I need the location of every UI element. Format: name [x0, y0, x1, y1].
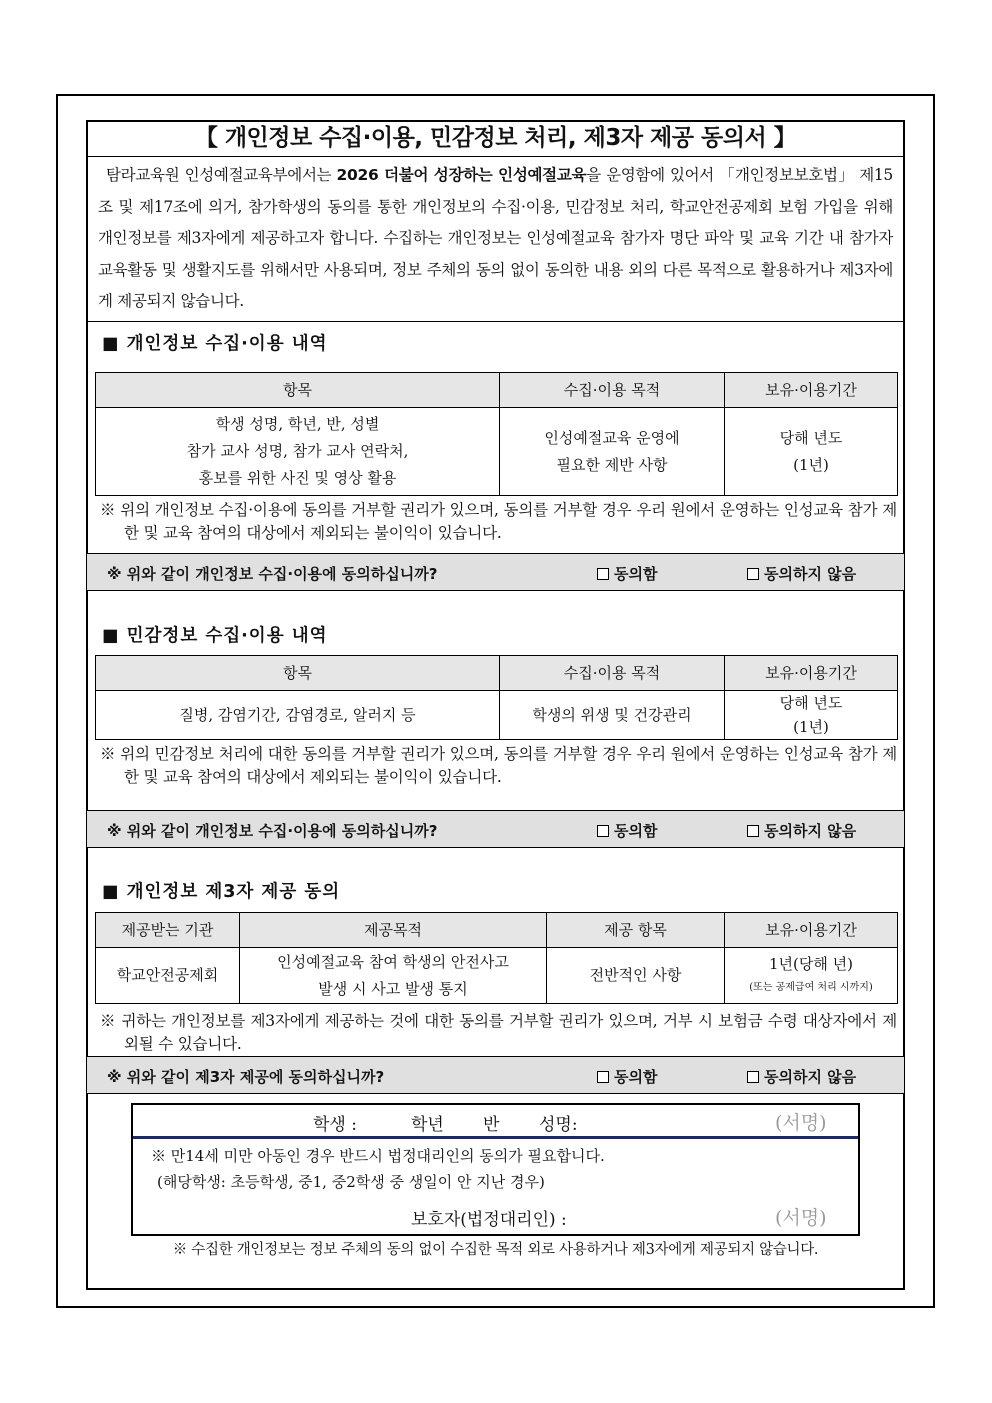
checkbox-icon[interactable]	[747, 1071, 759, 1083]
intro-paragraph	[98, 160, 893, 318]
section3-note: ※ 귀하는 개인정보를 제3자에게 제공하는 것에 대한 동의를 거부할 권리가 있으며, 거부 시 보험금 수령 대상자에서 제외될 수 있습니다.	[100, 1012, 897, 1053]
purpose-line: 인성예절교육 운영에	[544, 428, 680, 447]
divider	[86, 321, 905, 322]
header-item: 항목	[96, 373, 500, 408]
period-note: (또는 공제급여 처리 시까지)	[749, 981, 873, 993]
purpose-line: 인성예절교육 참여 학생의 안전사고	[277, 952, 509, 971]
header-item: 제공 항목	[547, 913, 725, 948]
cell-purpose	[240, 948, 547, 1004]
checkbox-icon[interactable]	[597, 825, 609, 837]
cell-org: 학교안전공제회	[96, 948, 240, 1004]
consent-question: ※ 위와 같이 개인정보 수집·이용에 동의하십니까?	[107, 565, 438, 583]
agree-option[interactable]	[597, 820, 657, 841]
agree-label: 동의함	[614, 822, 658, 840]
intro-text-2: 을 운영함에 있어서 「개인정보보호법」 제15조 및 제17조에 의거, 참가학생의 동의를 통한 개인정보의 수집·이용, 민감정보 처리, 학교안전공제회 보험 가입을 위해 개인정보를 제3자에게 제공하고자 합니다. 수집하는 개인정보는 인성예절교육 참가자 명단 파악 및 교육 기간 내 참가자 교육활동 및 생활지도를 위해서만 사용되며, 정보 주체의 동의 없이 동의한 내용 외의 다른 목적으로 활용하거나 제3자에게 제공되지 않습니다.	[98, 166, 893, 310]
document-title: 【 개인정보 수집·이용, 민감정보 처리, 제3자 제공 동의서 】	[86, 120, 905, 157]
purpose-line: 필요한 제반 사항	[556, 455, 668, 474]
section2-table	[95, 655, 898, 740]
cell-items	[96, 408, 500, 496]
disagree-option[interactable]	[747, 1066, 856, 1087]
student-sign-placeholder[interactable]: (서명)	[775, 1112, 827, 1134]
cell-period	[725, 408, 898, 496]
cell-item: 전반적인 사항	[547, 948, 725, 1004]
disagree-label: 동의하지 않음	[764, 1068, 857, 1086]
intro-program-name: 2026 더불어 성장하는 인성예절교육	[336, 166, 587, 184]
student-signature-row	[133, 1105, 858, 1139]
cell-period	[725, 948, 898, 1004]
consent-question: ※ 위와 같이 제3자 제공에 동의하십니까?	[107, 1068, 385, 1086]
section2-consent-bar	[87, 810, 904, 848]
cell-purpose	[500, 408, 725, 496]
disagree-label: 동의하지 않음	[764, 565, 857, 583]
disagree-option[interactable]	[747, 563, 856, 584]
student-label: 학생 :	[313, 1115, 357, 1135]
checkbox-icon[interactable]	[597, 568, 609, 580]
cell-item: 질병, 감염기간, 감염경로, 알러지 등	[96, 691, 500, 740]
section1-note: ※ 위의 개인정보 수집·이용에 동의를 거부할 권리가 있으며, 동의를 거부할 경우 우리 원에서 운영하는 인성교육 참가 제한 및 교육 참여의 대상에서 제외되는 불이익이 있습니다.	[100, 501, 897, 542]
disagree-label: 동의하지 않음	[764, 822, 857, 840]
footer-note: ※ 수집한 개인정보는 정보 주체의 동의 없이 수집한 목적 외로 사용하거나 제3자에게 제공되지 않습니다.	[172, 1242, 819, 1258]
period-line: 당해 년도	[779, 428, 843, 447]
section3-consent-bar	[87, 1056, 904, 1094]
intro-text-1: 탐라교육원 인성예절교육부에서는	[106, 166, 337, 184]
period-line: 당해 년도	[779, 694, 843, 712]
guardian-label[interactable]: 보호자(법정대리인) :	[411, 1210, 567, 1230]
checkbox-icon[interactable]	[747, 568, 759, 580]
section1-heading: ■ 개인정보 수집·이용 내역	[102, 334, 328, 354]
disagree-option[interactable]	[747, 820, 856, 841]
agree-label: 동의함	[614, 1068, 658, 1086]
header-item: 항목	[96, 656, 500, 691]
section1-table	[95, 372, 898, 496]
consent-question: ※ 위와 같이 개인정보 수집·이용에 동의하십니까?	[107, 822, 438, 840]
agree-option[interactable]	[597, 1066, 657, 1087]
period-line: 1년(당해 년)	[769, 954, 853, 973]
header-org: 제공받는 기관	[96, 913, 240, 948]
header-period: 보유·이용기간	[725, 373, 898, 408]
section3-table	[95, 912, 898, 1004]
header-purpose: 수집·이용 목적	[500, 373, 725, 408]
agree-option[interactable]	[597, 563, 657, 584]
purpose-line: 발생 시 사고 발생 통지	[318, 979, 468, 998]
signature-box	[131, 1103, 860, 1236]
cell-period	[725, 691, 898, 740]
name-label[interactable]: 성명:	[539, 1115, 578, 1135]
checkbox-icon[interactable]	[747, 825, 759, 837]
applicable-students-note: (해당학생: 초등학생, 중1, 중2학생 중 생일이 안 지난 경우)	[157, 1173, 545, 1191]
grade-label: 학년	[411, 1115, 444, 1135]
section2-note: ※ 위의 민감정보 처리에 대한 동의를 거부할 권리가 있으며, 동의를 거부할 경우 우리 원에서 운영하는 인성교육 참가 제한 및 교육 참여의 대상에서 제외되는 불이익이 있습니다.	[100, 745, 897, 786]
cell-purpose: 학생의 위생 및 건강관리	[500, 691, 725, 740]
age-note: ※ 만14세 미만 아동인 경우 반드시 법정대리인의 동의가 필요합니다.	[151, 1147, 605, 1165]
header-period: 보유·이용기간	[725, 913, 898, 948]
class-label: 반	[483, 1115, 500, 1135]
item-line: 홍보를 위한 사진 및 영상 활용	[198, 469, 397, 487]
period-line: (1년)	[793, 718, 829, 736]
agree-label: 동의함	[614, 565, 658, 583]
section2-heading: ■ 민감정보 수집·이용 내역	[102, 626, 328, 646]
item-line: 참가 교사 성명, 참가 교사 연락처,	[186, 442, 409, 460]
period-line: (1년)	[793, 455, 829, 474]
header-purpose: 수집·이용 목적	[500, 656, 725, 691]
section1-consent-bar	[87, 553, 904, 591]
header-purpose: 제공목적	[240, 913, 547, 948]
header-period: 보유·이용기간	[725, 656, 898, 691]
guardian-sign-placeholder[interactable]: (서명)	[775, 1207, 827, 1229]
item-line: 학생 성명, 학년, 반, 성별	[215, 415, 380, 433]
checkbox-icon[interactable]	[597, 1071, 609, 1083]
section3-heading: ■ 개인정보 제3자 제공 동의	[102, 882, 341, 902]
